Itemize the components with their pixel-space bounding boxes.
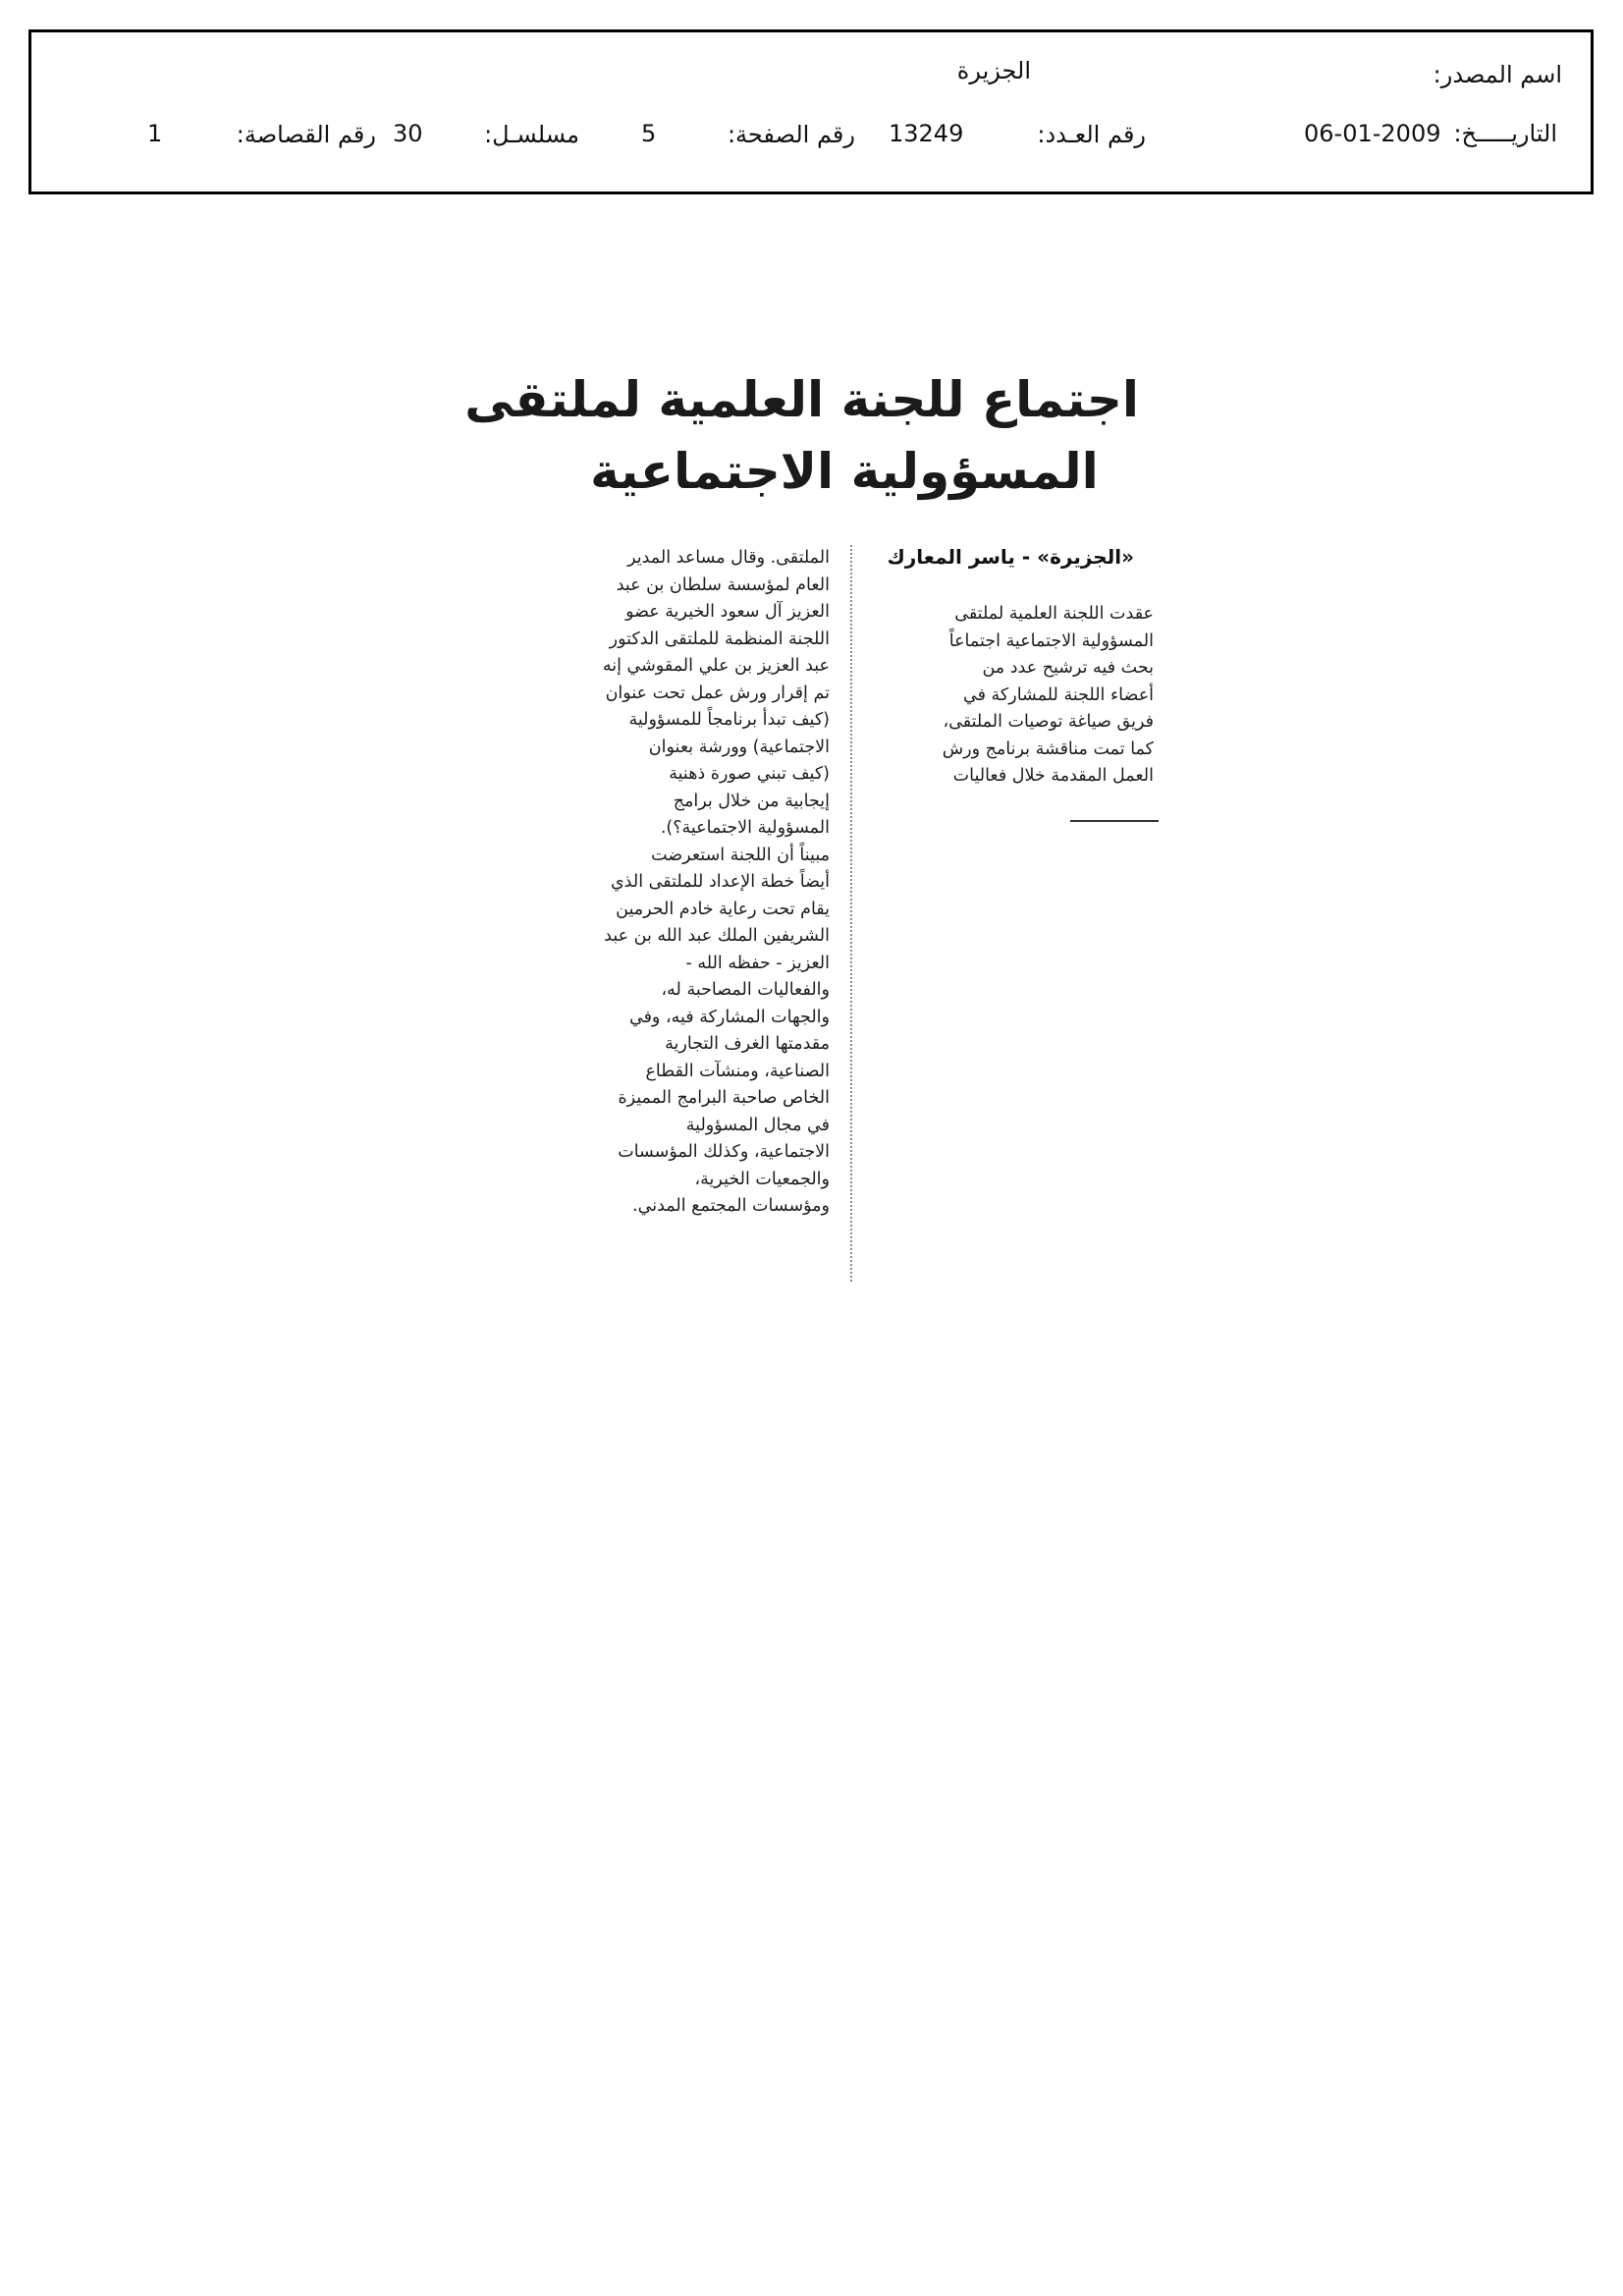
article-text-line: عقدت اللجنة العلمية لملتقى <box>954 604 1154 624</box>
article-text-line: يقام تحت رعاية خادم الحرمين <box>616 899 830 919</box>
article-text-line: ومؤسسات المجتمع المدني. <box>632 1196 830 1216</box>
date-label: التاريـــــخ: <box>1453 120 1557 147</box>
article-text-line: المسؤولية الاجتماعية؟). <box>660 818 830 838</box>
issue-label: رقم العـدد: <box>1037 121 1146 148</box>
page-value: 5 <box>641 120 657 147</box>
clip-label: رقم القصاصة: <box>236 121 376 148</box>
article-text-line: الاجتماعية) وورشة بعنوان <box>648 737 830 757</box>
article-text-line: والجمعيات الخيرية، <box>694 1169 830 1189</box>
article-text-line: العزيز - حفظه الله - <box>685 953 830 973</box>
article-text-line: والجهات المشاركة فيه، وفي <box>628 1007 830 1027</box>
article-text-line: اللجنة المنظمة للملتقى الدكتور <box>609 629 830 649</box>
byline: «الجزيرة» - ياسر المعارك <box>887 545 1134 569</box>
article-text-line: عبد العزيز بن علي المقوشي إنه <box>602 656 830 676</box>
article-column-left <box>535 545 830 1221</box>
article-text-line: كما تمت مناقشة برنامج ورش <box>942 738 1154 759</box>
article-text-line: والفعاليات المصاحبة له، <box>661 980 830 1000</box>
article-text-line: مقدمتها الغرف التجارية <box>665 1034 830 1054</box>
article-text-line: أيضاً خطة الإعداد للملتقى الذي <box>610 872 830 892</box>
article-text-line: (كيف تبدأ برنامجاً للمسؤولية <box>628 710 830 730</box>
article-text-line: (كيف تبني صورة ذهنية <box>669 764 830 784</box>
article-text-line: بحث فيه ترشيح عدد من <box>982 658 1154 678</box>
source-label: اسم المصدر: <box>1433 61 1562 88</box>
article-text-line: العمل المقدمة خلال فعاليات <box>952 766 1154 786</box>
article-text-line: تم إقرار ورش عمل تحت عنوان <box>605 683 830 703</box>
article-column-right <box>864 601 1154 791</box>
article-text-line: إيجابية من خلال برامج <box>673 791 830 811</box>
article-text-line: العام لمؤسسة سلطان بن عبد <box>616 574 830 595</box>
article-text-line: العزيز آل سعود الخيرية عضو <box>625 602 830 622</box>
article-text-line: مبيناً أن اللجنة استعرضت <box>651 845 830 865</box>
page-label: رقم الصفحة: <box>727 121 855 148</box>
article-text-line: فريق صياغة توصيات الملتقى، <box>943 712 1154 732</box>
article-text-line: الملتقى. وقال مساعد المدير <box>627 548 830 568</box>
article-text-line: الاجتماعية، وكذلك المؤسسات <box>618 1142 830 1162</box>
headline-line-2: المسؤولية الاجتماعية <box>590 443 1099 500</box>
headline-line-1: اجتماع للجنة العلمية لملتقى <box>464 371 1139 428</box>
clip-value: 1 <box>147 120 163 147</box>
article-text-line: المسؤولية الاجتماعية اجتماعاً <box>948 630 1154 651</box>
column-end-rule <box>1070 820 1159 822</box>
article-text-line: الصناعية، ومنشآت القطاع <box>645 1061 830 1081</box>
article-text-line: أعضاء اللجنة للمشاركة في <box>963 684 1154 705</box>
date-value: 06-01-2009 <box>1304 120 1441 147</box>
column-divider <box>850 545 852 1282</box>
issue-value: 13249 <box>889 120 964 147</box>
serial-value: 30 <box>393 120 423 147</box>
article-text-line: الشريفين الملك عبد الله بن عبد <box>604 926 830 946</box>
article-text-line: الخاص صاحبة البرامج المميزة <box>618 1088 830 1108</box>
source-value: الجزيرة <box>956 57 1031 84</box>
clipping-header <box>28 29 1594 194</box>
serial-label: مسلسـل: <box>484 121 579 148</box>
article-text-line: في مجال المسؤولية <box>685 1115 830 1135</box>
